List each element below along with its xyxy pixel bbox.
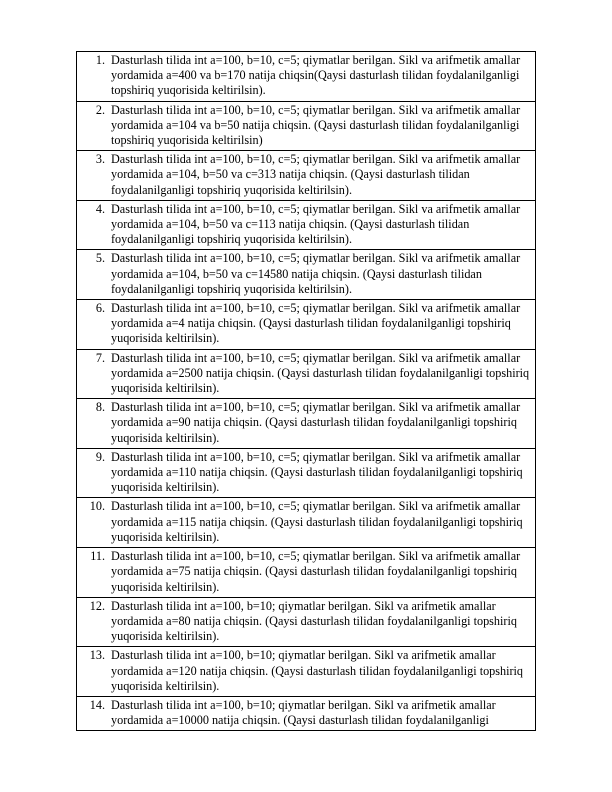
item-number: 9.	[95, 449, 105, 464]
item-number: 13.	[89, 648, 105, 663]
item-text: Dasturlash tilida int a=100, b=10, c=5; qiymatlar berilgan. Sikl va arifmetik amallar yordamida a=115 natija chiqsin. (Qaysi dasturlash tilidan foydalanilganligi topshiriq yuqorisida keltirilsin).	[111, 499, 523, 544]
table-row	[77, 448, 536, 498]
item-text: Dasturlash tilida int a=100, b=10; qiymatlar berilgan. Sikl va arifmetik amallar yordamida a=10000 natija chiqsin. (Qaysi dasturlash tilidan foydalanilganligi	[111, 697, 496, 728]
exercise-list-table	[76, 51, 536, 731]
exercise-cell	[77, 200, 536, 250]
item-number: 5.	[95, 251, 105, 266]
exercise-cell	[77, 498, 536, 548]
exercise-cell	[77, 548, 536, 598]
item-text: Dasturlash tilida int a=100, b=10, c=5; qiymatlar berilgan. Sikl va arifmetik amallar yordamida a=75 natija chiqsin. (Qaysi dasturlash tilidan foydalanilganligi topshiriq yuqorisida keltirilsin).	[111, 549, 521, 594]
item-number: 8.	[95, 400, 105, 415]
item-text: Dasturlash tilida int a=100, b=10, c=5; qiymatlar berilgan. Sikl va arifmetik amallar yordamida a=104, b=50 va c=313 natija chiqsin. (Qaysi dasturlash tilidan foydalanilganligi topshiriq yuqorisida keltirilsin).	[111, 152, 521, 197]
exercise-cell	[77, 448, 536, 498]
exercise-cell	[77, 399, 536, 449]
table-row	[77, 200, 536, 250]
item-number: 1.	[95, 53, 105, 67]
exercise-cell	[77, 52, 536, 102]
item-number: 6.	[95, 301, 105, 316]
table-row	[77, 647, 536, 697]
table-row	[77, 399, 536, 449]
item-text: Dasturlash tilida int a=100, b=10, c=5; qiymatlar berilgan. Sikl va arifmetik amallar yordamida a=104, b=50 va c=113 natija chiqsin. (Qaysi dasturlash tilidan foydalanilganligi topshiriq yuqorisida keltirilsin).	[111, 201, 521, 247]
table-row	[77, 300, 536, 350]
item-text: Dasturlash tilida int a=100, b=10, c=5; qiymatlar berilgan. Sikl va arifmetik amallar yordamida a=400 va b=170 natija chiqsin(Qaysi dasturlash tilidan foydalanilganligi topshiriq yuqorisida keltirilsin).	[111, 53, 521, 98]
table-row	[77, 52, 536, 102]
exercise-cell	[77, 250, 536, 300]
exercise-cell	[77, 349, 536, 399]
exercise-list-body	[77, 52, 536, 731]
item-text: Dasturlash tilida int a=100, b=10, c=5; qiymatlar berilgan. Sikl va arifmetik amallar yordamida a=110 natija chiqsin. (Qaysi dasturlash tilidan foydalanilganligi topshiriq yuqorisida keltirilsin).	[111, 449, 523, 495]
table-row	[77, 548, 536, 598]
item-number: 14.	[89, 697, 105, 712]
exercise-cell	[77, 647, 536, 697]
item-text: Dasturlash tilida int a=100, b=10; qiymatlar berilgan. Sikl va arifmetik amallar yordamida a=80 natija chiqsin. (Qaysi dasturlash tilidan foydalanilganligi topshiriq yuqorisida keltirilsin).	[111, 598, 517, 644]
item-text: Dasturlash tilida int a=100, b=10, c=5; qiymatlar berilgan. Sikl va arifmetik amallar yordamida a=4 natija chiqsin. (Qaysi dasturlash tilidan foydalanilganligi topshiriq yuqorisida keltirilsin).	[111, 301, 521, 346]
table-row	[77, 101, 536, 151]
item-text: Dasturlash tilida int a=100, b=10, c=5; qiymatlar berilgan. Sikl va arifmetik amallar yordamida a=104, b=50 va c=14580 natija chiqsin. (Qaysi dasturlash tilidan foydalanilganligi topshiriq yuqorisida keltirilsin).	[111, 251, 521, 296]
exercise-cell	[77, 151, 536, 201]
exercise-cell	[77, 300, 536, 350]
table-row	[77, 696, 536, 730]
table-row	[77, 498, 536, 548]
table-row	[77, 597, 536, 647]
item-number: 4.	[95, 201, 105, 216]
item-number: 2.	[95, 102, 105, 117]
exercise-cell	[77, 696, 536, 730]
exercise-cell	[77, 101, 536, 151]
item-text: Dasturlash tilida int a=100, b=10, c=5; qiymatlar berilgan. Sikl va arifmetik amallar yordamida a=104 va b=50 natija chiqsin. (Qaysi dasturlash tilidan foydalanilganligi topshiriq yuqorisida keltirilsin)	[111, 102, 521, 148]
item-number: 3.	[95, 152, 105, 167]
item-text: Dasturlash tilida int a=100, b=10; qiymatlar berilgan. Sikl va arifmetik amallar yordamida a=120 natija chiqsin. (Qaysi dasturlash tilidan foydalanilganligi topshiriq yuqorisida keltirilsin).	[111, 648, 524, 693]
table-row	[77, 250, 536, 300]
item-number: 12.	[89, 598, 105, 613]
table-row	[77, 151, 536, 201]
item-number: 11.	[90, 549, 105, 564]
table-row	[77, 349, 536, 399]
item-text: Dasturlash tilida int a=100, b=10, c=5; qiymatlar berilgan. Sikl va arifmetik amallar yordamida a=90 natija chiqsin. (Qaysi dasturlash tilidan foydalanilganligi topshiriq yuqorisida keltirilsin).	[111, 400, 521, 445]
item-number: 7.	[95, 350, 105, 365]
item-number: 10.	[89, 499, 105, 514]
item-text: Dasturlash tilida int a=100, b=10, c=5; qiymatlar berilgan. Sikl va arifmetik amallar yordamida a=2500 natija chiqsin. (Qaysi dasturlash tilidan foydalanilganligi topshiriq yuqorisida keltirilsin).	[111, 350, 530, 396]
exercise-cell	[77, 597, 536, 647]
